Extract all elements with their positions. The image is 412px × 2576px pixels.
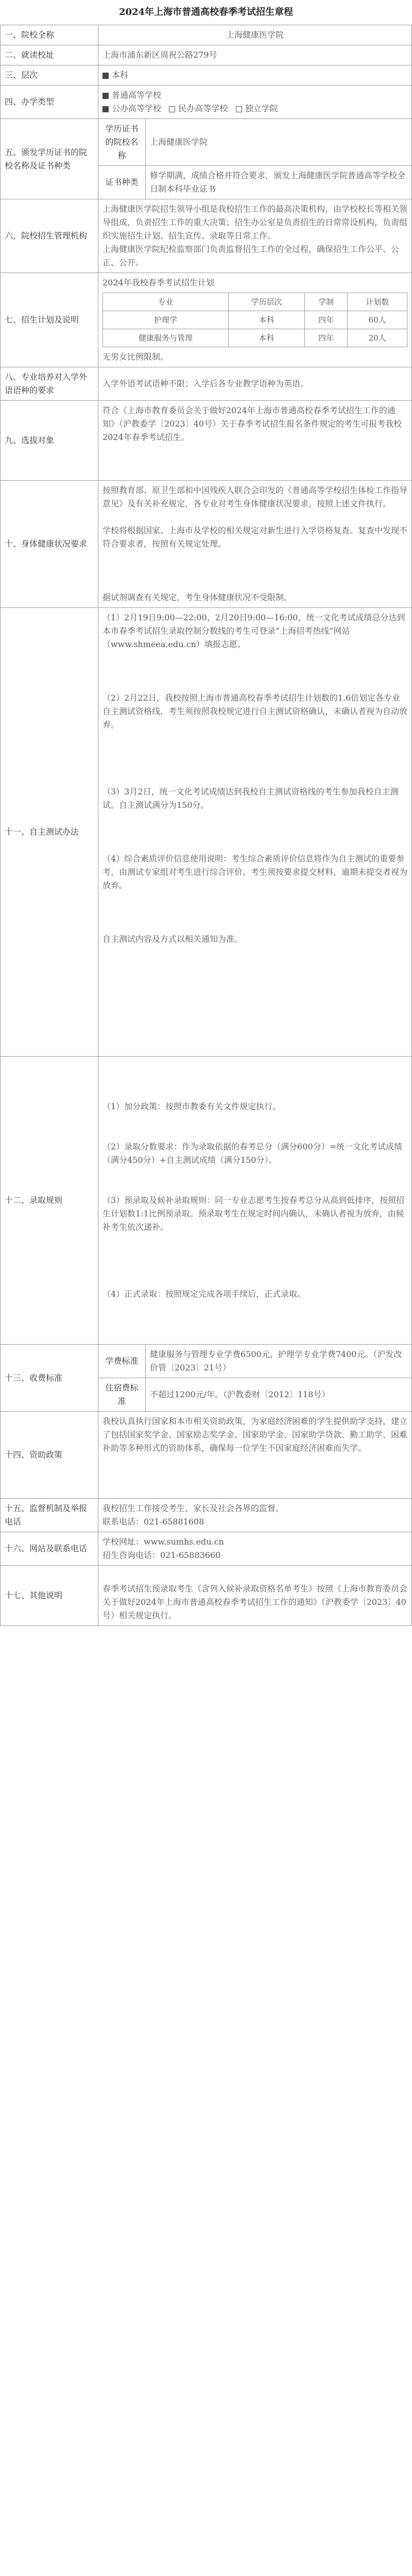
target-value: 符合《上海市教育委员会关于做好2024年上海市普通高校春季考试招生工作的通知》（沪教委学〔2023〕40号）关于春季考试招生报名条件规定的考生可报考我校2024年春季考试招生。 (98, 401, 412, 481)
aid-label: 十四、资助政策 (1, 1412, 98, 1499)
health-para-3: 据试剂调查有关规定，考生身体健康状况不受限制。 (102, 592, 293, 602)
school-type-label: 四、办学类型 (1, 86, 98, 119)
tuition-label: 学费标准 (98, 1345, 146, 1378)
admission-value (98, 1057, 412, 1345)
row-fees-tuition (1, 1345, 412, 1378)
other-text: 春季考试招生预录取考生（含列入候补录取资格名单考生）按照《上海市教育委员会关于做好2024年上海市普通高校春季考试招生工作的通知》（沪教委学〔2023〕40号）相关规定执行。 (102, 1584, 408, 1620)
exam-para-3: （3）3月2日，统一文化考试成绩达到我校自主测试资格线的考生参加我校自主测试。自主测试满分为150分。 (102, 787, 399, 810)
plan-level: 本科 (229, 329, 305, 347)
campus-label: 二、就读校址 (1, 45, 98, 65)
supervision-label: 十五、监督机制及举报电话 (1, 1499, 98, 1532)
checked-box-icon (102, 93, 109, 99)
exam-para-5: 自主测试内容及方式以相关通知为准。 (102, 934, 243, 944)
plan-row (103, 311, 407, 329)
row-admission (1, 1057, 412, 1345)
org-value (98, 199, 412, 273)
page-title: 2024年上海市普通高校春季考试招生章程 (118, 7, 294, 18)
row-other (1, 1566, 412, 1626)
plan-value (98, 273, 412, 367)
type-option-general: 普通高等学校 (112, 90, 162, 100)
type-option-public: 公办高等学校 (112, 104, 162, 113)
unchecked-box-icon (169, 106, 175, 112)
row-level (1, 65, 412, 86)
language-value: 入学外语考试语种不限；入学后各专业教学语种为英语。 (98, 367, 412, 401)
target-label: 九、选拔对象 (1, 401, 98, 481)
exam-label: 十一、自主测试办法 (1, 608, 98, 1057)
exam-value (98, 608, 412, 1057)
admission-para-4: （4）正式录取：按照规定完成各项手续后，正式录取。 (102, 1289, 306, 1299)
cert-group-label: 五、颁发学历证书的院校名称及证书种类 (1, 119, 98, 199)
cert-school-value: 上海健康医学院 (146, 119, 412, 166)
row-aid (1, 1412, 412, 1499)
supervision-text: 我校招生工作接受考生、家长及社会各界的监督。 (102, 1503, 284, 1513)
plan-header-level: 学历层次 (229, 293, 305, 311)
org-label: 六、院校招生管理机构 (1, 199, 98, 273)
language-label: 八、专业培养对入学外语语种的要求 (1, 367, 98, 401)
campus-value: 上海市浦东新区周祝公路279号 (98, 45, 412, 65)
school-name-value: 上海健康医学院 (98, 25, 412, 45)
admission-label: 十二、录取规则 (1, 1057, 98, 1345)
cert-type-value: 修学期满，成绩合格并符合要求，颁发上海健康医学院普通高等学校全日制本科毕业证书 (146, 166, 412, 199)
row-plan (1, 273, 412, 367)
plan-header-row (103, 293, 407, 311)
plan-major: 健康服务与管理 (103, 329, 229, 347)
org-para-2: 上海健康医学院纪检监察部门负责监督招生工作的全过程，确保招生工作公平、公正、公开。 (102, 244, 400, 267)
level-value: 本科 (112, 70, 129, 80)
exam-para-4: （4）综合素质评价信息使用说明：考生综合素质评价信息将作为自主测试的重要参考，由测试专家组对考生进行综合评价。考生须按要求提交材料，逾期未提交者视为放弃。 (102, 854, 408, 890)
row-org (1, 199, 412, 273)
cert-school-label: 学历证书的院校名称 (98, 119, 146, 166)
plan-count: 60人 (348, 311, 407, 329)
plan-table (102, 293, 407, 347)
cert-type-label: 证书种类 (98, 166, 146, 199)
school-name-label: 一、院校全称 (1, 25, 98, 45)
row-cert-school (1, 119, 412, 166)
row-supervision (1, 1499, 412, 1532)
org-para-1: 上海健康医学院招生领导小组是我校招生工作的最高决策机构，由学校校长等相关领导组成，负责招生工作的重大决策；招生办公室是负责招生的日常常设机构，负责组织实施招生计划、招生宣传、录取等日常工作。 (102, 204, 408, 241)
contact-phone: 招生咨询电话：021-65883660 (102, 1550, 221, 1560)
type-option-private: 民办高等学校 (178, 104, 228, 113)
school-type-options (98, 86, 412, 119)
plan-count: 20人 (348, 329, 407, 347)
charter-table (0, 25, 412, 1626)
plan-label: 七、招生计划及说明 (1, 273, 98, 367)
health-para-1: 按照教育部、原卫生部和中国残疾人联合会印发的《普通高等学校招生体检工作指导意见》及有关补充规定，各专业对考生身体健康状况要求，按照上述文件执行。 (102, 485, 408, 509)
plan-intro: 2024年我校春季考试招生计划 (102, 278, 214, 287)
contact-value (98, 1532, 412, 1566)
plan-header-major: 专业 (103, 293, 229, 311)
row-school-type (1, 86, 412, 119)
health-para-2: 学校将根据国家、上海市及学校的相关规定对新生进行入学资格复查。复查中发现不符合要求者，按照有关规定处理。 (102, 526, 408, 549)
other-label: 十七、其他说明 (1, 1566, 98, 1626)
checked-box-icon (102, 73, 109, 79)
level-label: 三、层次 (1, 65, 98, 86)
plan-row (103, 329, 407, 347)
row-health (1, 481, 412, 608)
aid-value (98, 1412, 412, 1499)
row-contact (1, 1532, 412, 1566)
housing-value: 不超过1200元/年。（沪教委财〔2012〕118号） (146, 1378, 412, 1412)
plan-level: 本科 (229, 311, 305, 329)
row-school-name (1, 25, 412, 45)
contact-label: 十六、网站及联系电话 (1, 1532, 98, 1566)
row-target (1, 401, 412, 481)
admission-para-1: （1）加分政策：按照市教委有关文件规定执行。 (102, 1101, 281, 1111)
plan-years: 四年 (304, 329, 348, 347)
row-language (1, 367, 412, 401)
plan-header-count: 计划数 (348, 293, 407, 311)
health-value (98, 481, 412, 608)
plan-header-years: 学制 (304, 293, 348, 311)
health-label: 十、身体健康状况要求 (1, 481, 98, 608)
tuition-value: 健康服务与管理专业学费6500元，护理学专业学费7400元。（沪发改价管〔2023〕21号） (146, 1345, 412, 1378)
other-value (98, 1566, 412, 1626)
housing-label: 住宿费标准 (98, 1378, 146, 1412)
plan-major: 护理学 (103, 311, 229, 329)
fees-label: 十三、收费标准 (1, 1345, 98, 1412)
type-option-independent: 独立学院 (245, 104, 278, 113)
supervision-value (98, 1499, 412, 1532)
exam-para-1: （1）2月19日9:00—22:00，2月20日9:00—16:00，统一文化考试成绩总分达到本市春季考试招生录取控制分数线的考生可登录“上海招考热线”网站（www.shmeea.edu.cn）填报志愿。 (102, 613, 405, 649)
checked-box-icon (102, 106, 109, 112)
level-value-cell (98, 65, 412, 86)
aid-text: 我校认真执行国家和本市相关资助政策，为家庭经济困难的学生提供助学支持，建立了包括国家奖学金、国家励志奖学金、国家助学金、国家助学贷款、勤工助学、困难补助等多种形式的资助体系，确保每一位学生不因家庭经济困难而失学。 (102, 1416, 408, 1453)
exam-para-2: （2）2月22日，我校按照上海市普通高校春季考试招生计划数的1.6倍划定各专业自主测试资格线，考生须按照我校规定进行自主测试资格确认，未确认者视为自动放弃。 (102, 693, 408, 730)
plan-years: 四年 (304, 311, 348, 329)
row-exam (1, 608, 412, 1057)
contact-website: 学校网址：www.sumhs.edu.cn (102, 1537, 224, 1547)
admission-para-2: （2）录取分数要求：作为录取依据的春考总分（满分600分）=统一文化考试成绩（满分450分）+自主测试成绩（满分150分）。 (102, 1142, 403, 1165)
unchecked-box-icon (236, 106, 242, 112)
row-campus (1, 45, 412, 65)
plan-note: 无男女比例限制。 (102, 352, 169, 362)
supervision-phone: 联系电话：021-65881608 (102, 1517, 204, 1527)
admission-para-3: （3）预录取及候补录取规则：同一专业志愿考生按春考总分从高到低排序，按照招生计划数1:1比例预录取。预录取考生在规定时间内确认，未确认者视为放弃，由候补考生依次递补。 (102, 1195, 405, 1232)
